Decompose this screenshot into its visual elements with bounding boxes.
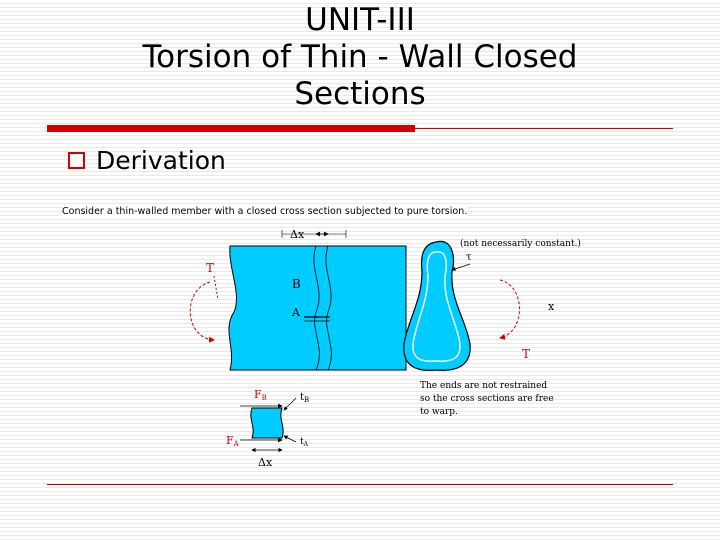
label-not-constant: (not necessarily constant.) — [460, 239, 581, 249]
label-Fa: FA — [226, 434, 239, 448]
title-line-2: Torsion of Thin - Wall Closed — [142, 39, 578, 75]
footer-rule — [47, 484, 673, 485]
torsion-diagram — [170, 220, 590, 480]
label-tb: $t_B$ — [300, 392, 310, 404]
label-ta: $t_A$ — [300, 437, 308, 448]
title-line-1: UNIT-III — [305, 2, 415, 38]
bullet-text: Derivation — [96, 145, 226, 175]
intro-text: Consider a thin-walled member with a closed cross section subjected to pure torsion. — [62, 206, 468, 217]
label-tau: τ — [466, 252, 472, 263]
slide-title — [0, 2, 720, 113]
bullet-item — [68, 144, 226, 176]
label-dx-bottom: Δx — [258, 456, 273, 469]
label-dx-top: Δx — [290, 228, 305, 241]
label-B: B — [292, 277, 301, 291]
torsion-figure — [170, 220, 590, 480]
torque-arrow-right — [500, 280, 520, 338]
label-Fb: FB — [254, 388, 267, 402]
note-line-3: to warp. — [420, 407, 458, 417]
title-underline-thick — [47, 125, 415, 132]
note-line-1: The ends are not restrained — [420, 381, 548, 391]
hollow-square-bullet-icon — [68, 152, 85, 169]
element-detail — [251, 408, 283, 438]
label-T-left: T — [206, 261, 215, 275]
label-T-right: T — [522, 347, 531, 361]
title-underline-thin — [415, 128, 673, 129]
note-line-2: so the cross sections are free — [420, 394, 554, 404]
label-A: A — [292, 306, 300, 319]
label-x: x — [548, 300, 555, 313]
torque-arrow-left — [190, 282, 214, 340]
title-line-3: Sections — [294, 76, 426, 112]
